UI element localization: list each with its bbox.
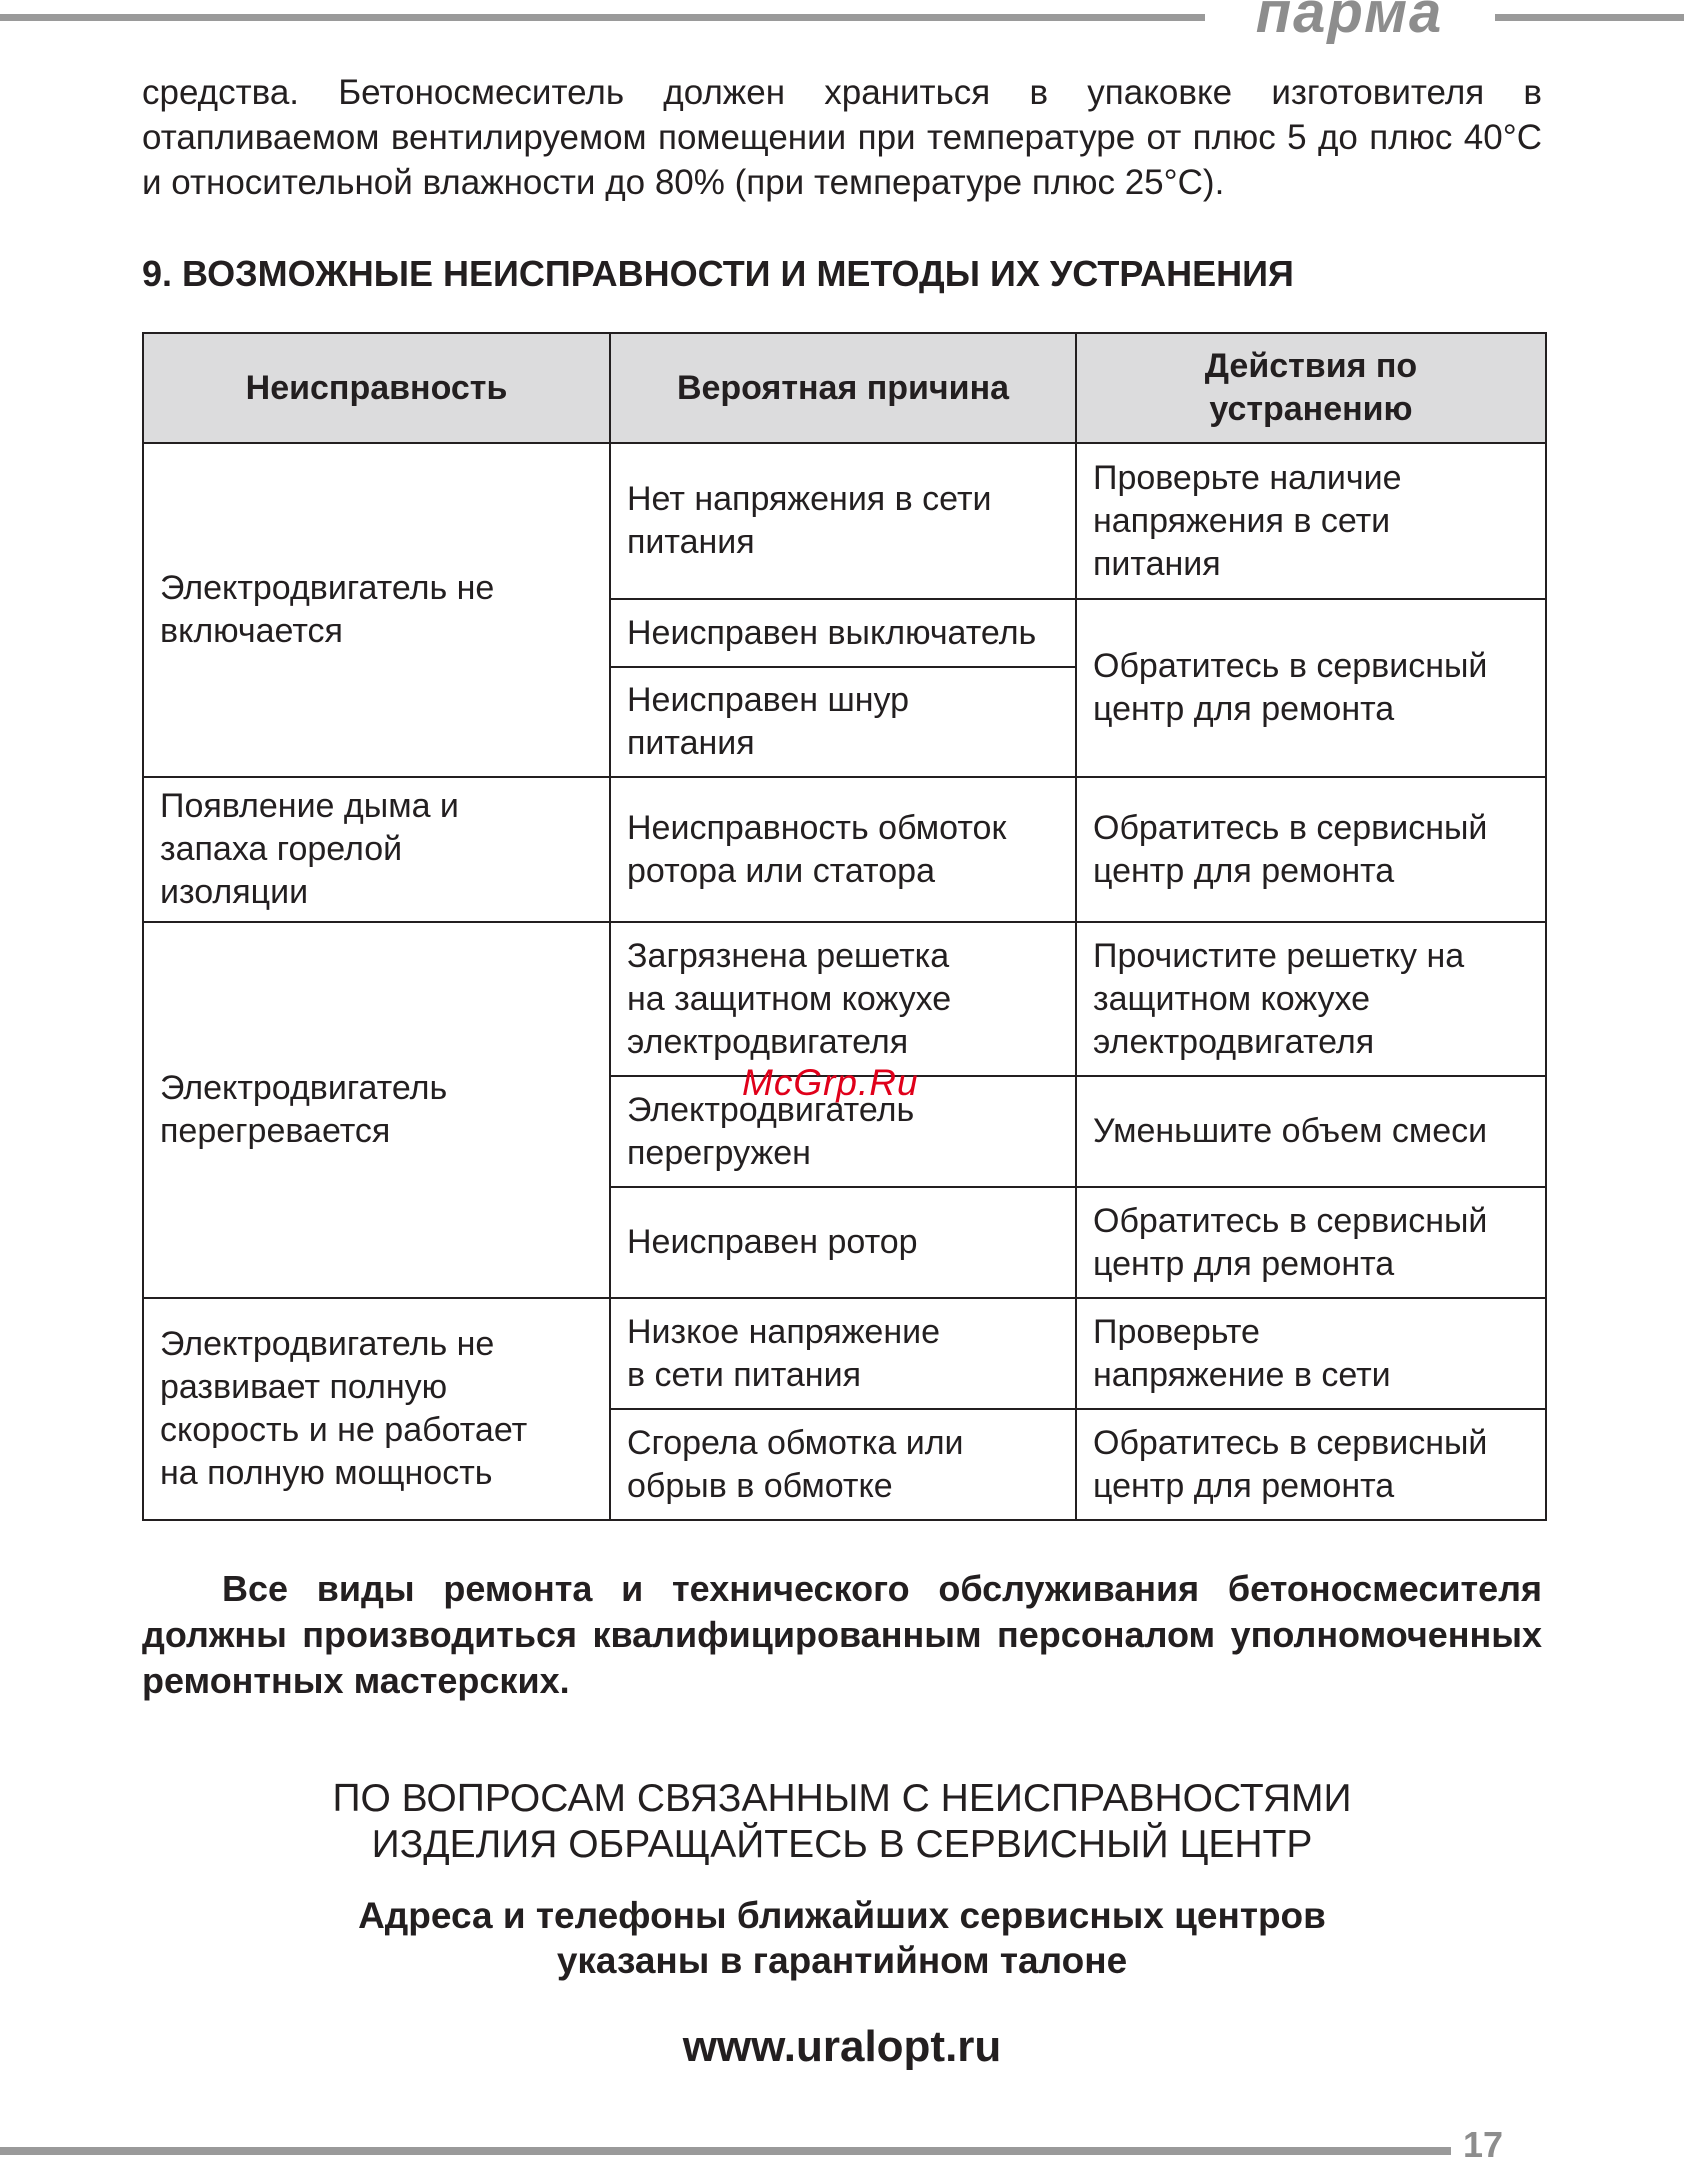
action-cell: Прочистите решетку на защитном кожухе электродвигателя — [1076, 922, 1546, 1076]
watermark: McGrp.Ru — [742, 1062, 919, 1103]
addresses-line: указаны в гарантийном талоне — [556, 1940, 1128, 1981]
action-cell: Обратитесь в сервисный центр для ремонта — [1076, 1187, 1546, 1298]
contact-line: ИЗДЕЛИЯ ОБРАЩАЙТЕСЬ В СЕРВИСНЫЙ ЦЕНТР — [371, 1823, 1313, 1866]
troubleshooting-table — [142, 332, 1547, 1521]
action-cell: Проверьте напряжение в сети — [1076, 1298, 1546, 1409]
table-row — [143, 1298, 1546, 1409]
cause-cell: Низкое напряжение в сети питания — [610, 1298, 1076, 1409]
fault-cell: Электродвигатель не развивает полную скорость и не работает на полную мощность — [143, 1298, 610, 1520]
addresses-line: Адреса и телефоны ближайших сервисных центров — [358, 1895, 1326, 1936]
header-action: Действия по устранению — [1076, 333, 1546, 443]
header-rule-right — [1495, 14, 1684, 21]
section-heading: 9. ВОЗМОЖНЫЕ НЕИСПРАВНОСТИ И МЕТОДЫ ИХ УСТРАНЕНИЯ — [142, 253, 1294, 294]
service-contact-notice — [0, 1776, 1684, 1868]
fault-cell: Появление дыма и запаха горелой изоляции — [143, 777, 610, 922]
table-row — [143, 922, 1546, 1076]
intro-paragraph: средства. Бетоносмеситель должен храниться в упаковке изготовителя в отапливаемом вентилируемом помещении при температуре от плюс 5 до плюс 40°С и относительной влажности до 80% (при температуре плюс 25°С). — [142, 73, 1542, 202]
table-header-row — [143, 333, 1546, 443]
header-cause: Вероятная причина — [610, 333, 1076, 443]
brand-logo: парма — [1255, 0, 1444, 45]
cause-cell: Неисправен выключатель — [610, 599, 1076, 667]
footer-rule — [0, 2147, 1451, 2155]
action-cell: Обратитесь в сервисный центр для ремонта — [1076, 599, 1546, 777]
addresses-notice — [0, 1893, 1684, 1983]
table-row — [143, 443, 1546, 599]
cause-cell: Сгорела обмотка или обрыв в обмотке — [610, 1409, 1076, 1520]
header-fault: Неисправность — [143, 333, 610, 443]
cause-cell: Загрязнена решетка на защитном кожухе электродвигателя — [610, 922, 1076, 1076]
page-number: 17 — [1463, 2124, 1504, 2165]
fault-cell: Электродвигатель не включается — [143, 443, 610, 777]
cause-cell: Нет напряжения в сети питания — [610, 443, 1076, 599]
contact-line: ПО ВОПРОСАМ СВЯЗАННЫМ С НЕИСПРАВНОСТЯМИ — [332, 1777, 1352, 1820]
cause-cell: Неисправен ротор — [610, 1187, 1076, 1298]
repair-note: Все виды ремонта и технического обслуживания бетоносмесителя должны производиться квалифицированным персоналом уполномоченных ремонтных мастерских. — [142, 1568, 1542, 1701]
action-cell: Обратитесь в сервисный центр для ремонта — [1076, 777, 1546, 922]
cause-cell: Неисправность обмоток ротора или статора — [610, 777, 1076, 922]
cause-cell: Неисправен шнур питания — [610, 667, 1076, 777]
website-link[interactable]: www.uralopt.ru — [682, 2022, 1002, 2071]
action-cell: Уменьшите объем смеси — [1076, 1076, 1546, 1187]
action-cell: Обратитесь в сервисный центр для ремонта — [1076, 1409, 1546, 1520]
action-cell: Проверьте наличие напряжения в сети питания — [1076, 443, 1546, 599]
fault-cell: Электродвигатель перегревается — [143, 922, 610, 1298]
header-rule-left — [0, 14, 1205, 21]
table-row — [143, 777, 1546, 922]
cause-cell: Электродвигатель перегружен — [610, 1076, 1076, 1187]
